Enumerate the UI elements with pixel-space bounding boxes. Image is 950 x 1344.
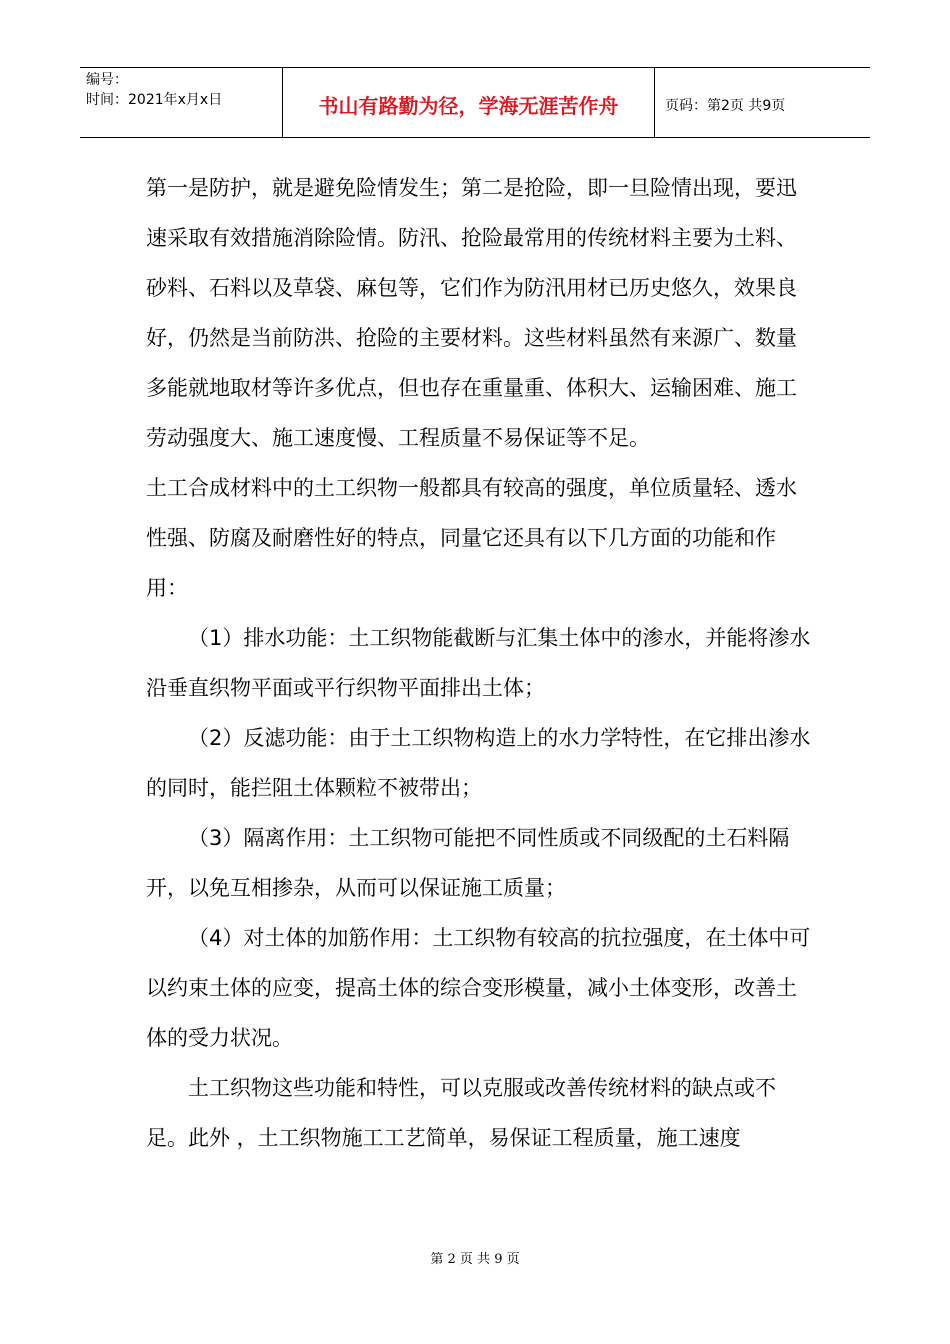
paragraph-3: （1）排水功能：土工织物能截断与汇集土体中的渗水，并能将渗水沿垂直织物平面或平行织物平面排出土体； bbox=[146, 626, 811, 700]
header-meta bbox=[80, 68, 283, 137]
document-body bbox=[146, 163, 814, 1163]
paragraph-4: （2）反滤功能：由于土工织物构造上的水力学特性，在它排出渗水的同时，能拦阻土体颗粒不被带出； bbox=[146, 726, 811, 800]
paragraph-2: 土工合成材料中的土工织物一般都具有较高的强度，单位质量轻、透水性强、防腐及耐磨性好的特点，同量它还具有以下几方面的功能和作用： bbox=[146, 476, 797, 600]
paragraph-7: 土工织物这些功能和特性，可以克服或改善传统材料的缺点或不足。此外 ，土工织物施工工艺简单，易保证工程质量，施工速度 bbox=[146, 1076, 776, 1150]
header-page-label: 页码：第2页 共9页 bbox=[665, 97, 786, 114]
header-motto: 书山有路勤为径，学海无涯苦作舟 bbox=[283, 68, 655, 137]
number-label: 编号： bbox=[86, 72, 128, 88]
page-footer: 第 2 页 共 9 页 bbox=[430, 1252, 520, 1267]
page-header bbox=[80, 67, 870, 138]
paragraph-5: （3）隔离作用：土工织物可能把不同性质或不同级配的土石料隔开，以免互相掺杂，从而可以保证施工质量； bbox=[146, 826, 790, 900]
paragraph-6: （4）对土体的加筋作用：土工织物有较高的抗拉强度，在土体中可以约束土体的应变，提高土体的综合变形模量，减小土体变形，改善土体的受力状况。 bbox=[146, 926, 811, 1050]
date-label: 时间：2021年x月x日 bbox=[86, 92, 223, 108]
paragraph-1: 第一是防护，就是避免险情发生；第二是抢险，即一旦险情出现，要迅速采取有效措施消除险情。防汛、抢险最常用的传统材料主要为土料、砂料、石料以及草袋、麻包等，它们作为防汛用材已历史悠久，效果良好，仍然是当前防洪、抢险的主要材料。这些材料虽然有来源广、数量多能就地取材等许多优点，但也存在重量重、体积大、运输困难、施工劳动强度大、施工速度慢、工程质量不易保证等不足。 bbox=[146, 176, 797, 450]
